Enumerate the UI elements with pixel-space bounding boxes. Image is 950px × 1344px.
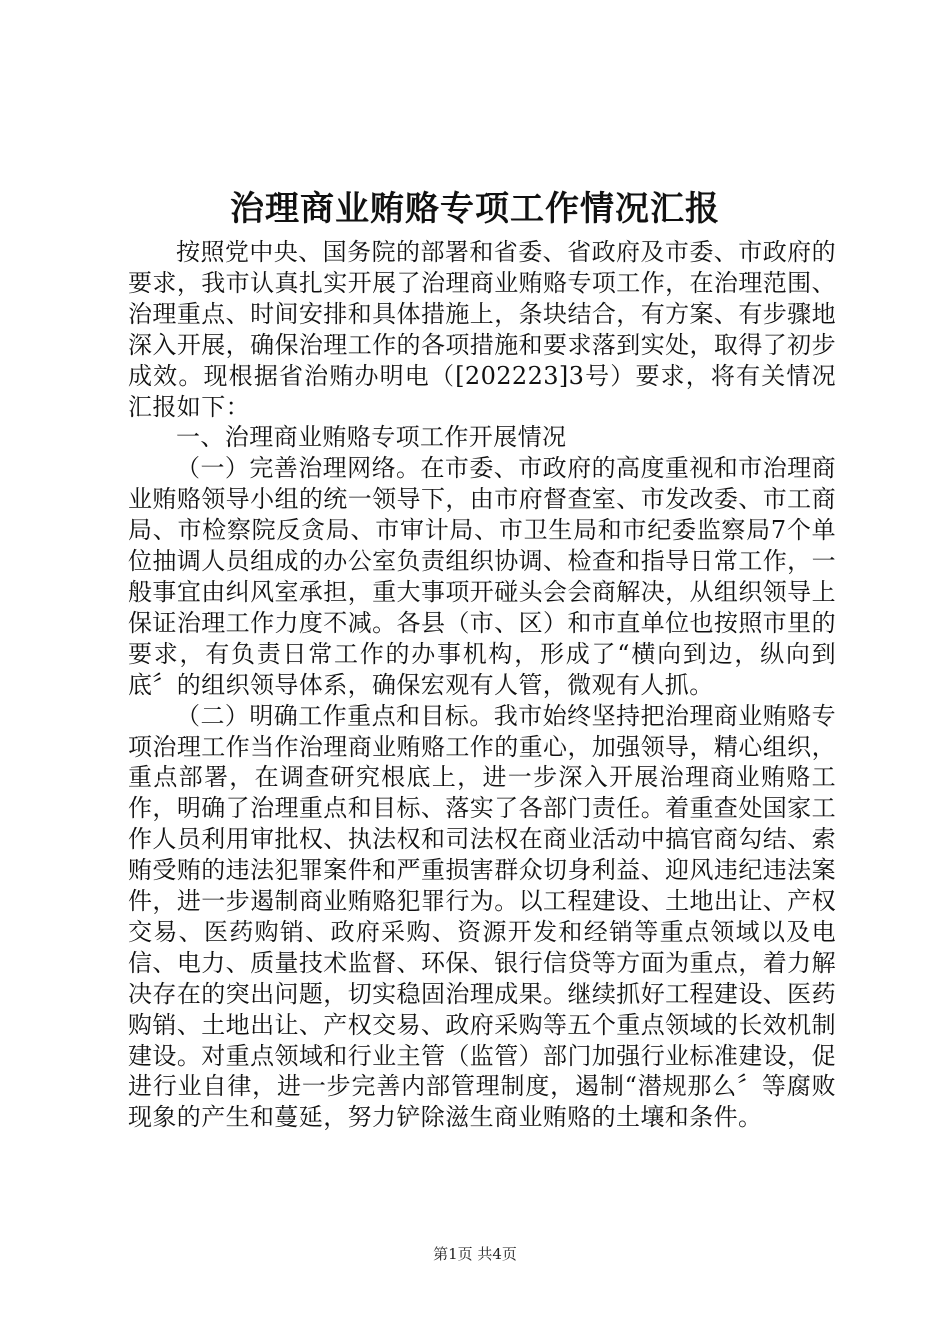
intro-paragraph: 按照党中央、国务院的部署和省委、省政府及市委、市政府的要求，我市认真扎实开展了治理商业贿赂专项工作，在治理范围、治理重点、时间安排和具体措施上，条块结合，有方案、有步骤地深入开展，确保治理工作的各项措施和要求落到实处，取得了初步成效。现根据省治贿办明电（[202223]3号）要求，将有关情况汇报如下： (128, 238, 836, 421)
subsection-1-paragraph: （一）完善治理网络。在市委、市政府的高度重视和市治理商业贿赂领导小组的统一领导下，由市府督查室、市发改委、市工商局、市检察院反贪局、市审计局、市卫生局和市纪委监察局7个单位抽调人员组成的办公室负责组织协调、检查和指导日常工作，一般事宜由纠风室承担，重大事项开碰头会会商解决，从组织领导上保证治理工作力度不减。各县（市、区）和市直单位也按照市里的要求，有负责日常工作的办事机构，形成了“横向到边，纵向到底〞的组织领导体系，确保宏观有人管，微观有人抓。 (128, 454, 836, 699)
document-body (128, 237, 836, 1133)
section-heading: 一、治理商业贿赂专项工作开展情况 (176, 423, 567, 452)
document-title: 治理商业贿赂专项工作情况汇报 (230, 189, 720, 229)
page-footer: 第1页 共4页 (433, 1245, 517, 1263)
subsection-2-paragraph: （二）明确工作重点和目标。我市始终坚持把治理商业贿赂专项治理工作当作治理商业贿赂工作的重心，加强领导，精心组织，重点部署，在调查研究根底上，进一步深入开展治理商业贿赂工作，明确了治理重点和目标、落实了各部门责任。着重查处国家工作人员利用审批权、执法权和司法权在商业活动中搞官商勾结、索贿受贿的违法犯罪案件和严重损害群众切身利益、迎风违纪违法案件，进一步遏制商业贿赂犯罪行为。以工程建设、土地出让、产权交易、医药购销、政府采购、资源开发和经销等重点领域以及电信、电力、质量技术监督、环保、银行信贷等方面为重点，着力解决存在的突出问题，切实稳固治理成果。继续抓好工程建设、医药购销、土地出让、产权交易、政府采购等五个重点领域的长效机制建设。对重点领域和行业主管（监管）部门加强行业标准建设，促进行业自律，进一步完善内部管理制度，遏制“潜规那么〞等腐败现象的产生和蔓延，努力铲除滋生商业贿赂的土壤和条件。 (128, 701, 836, 1132)
